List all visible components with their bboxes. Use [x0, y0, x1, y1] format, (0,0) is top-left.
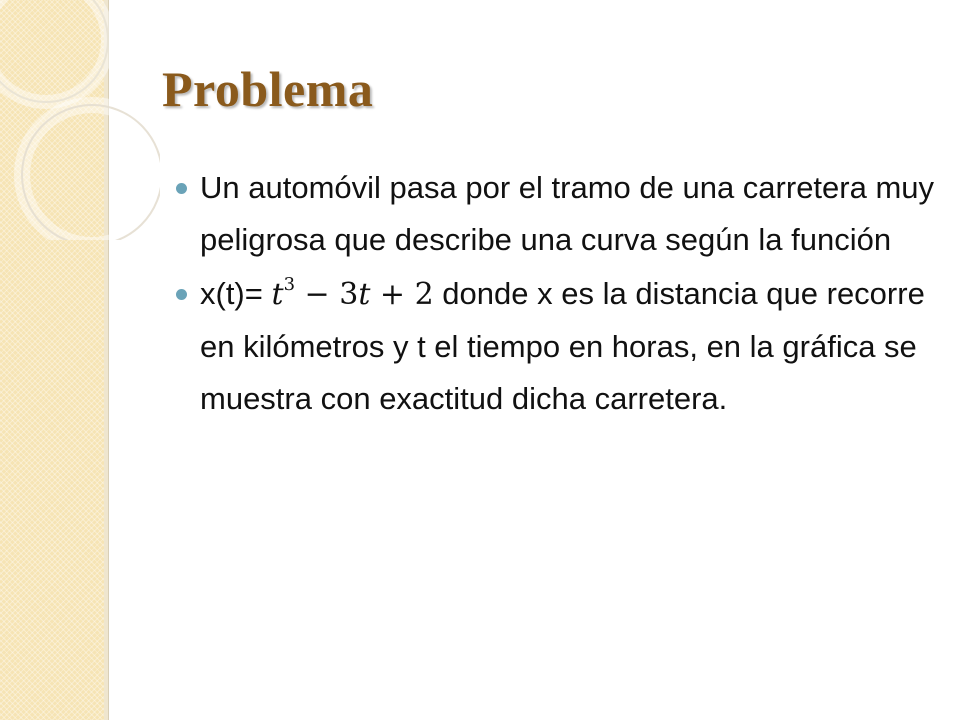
- bullet-list: [176, 162, 936, 427]
- bullet-text: Un automóvil pasa por el tramo de una carretera muy peligrosa que describe una curva según la función: [200, 170, 935, 257]
- bullet-item-description: [176, 162, 936, 266]
- formula-variable-2: t: [358, 277, 371, 312]
- function-description: donde x es la distancia que recorre en kilómetros y t el tiempo en horas, en la gráfica se muestra con exactitud dicha carretera.: [200, 276, 925, 416]
- formula-constant: + 2: [370, 277, 434, 312]
- formula-term: − 3: [295, 277, 359, 312]
- bullet-dot-icon: [176, 289, 187, 300]
- decorative-circles: [0, 0, 160, 240]
- function-formula: [271, 274, 434, 312]
- bullet-dot-icon: [176, 183, 187, 194]
- formula-exponent: 3: [283, 274, 296, 295]
- function-prefix: x(t)=: [200, 276, 263, 311]
- formula-variable: t: [271, 277, 284, 312]
- bullet-item-function: [176, 268, 936, 425]
- slide-title: Problema: [162, 61, 374, 117]
